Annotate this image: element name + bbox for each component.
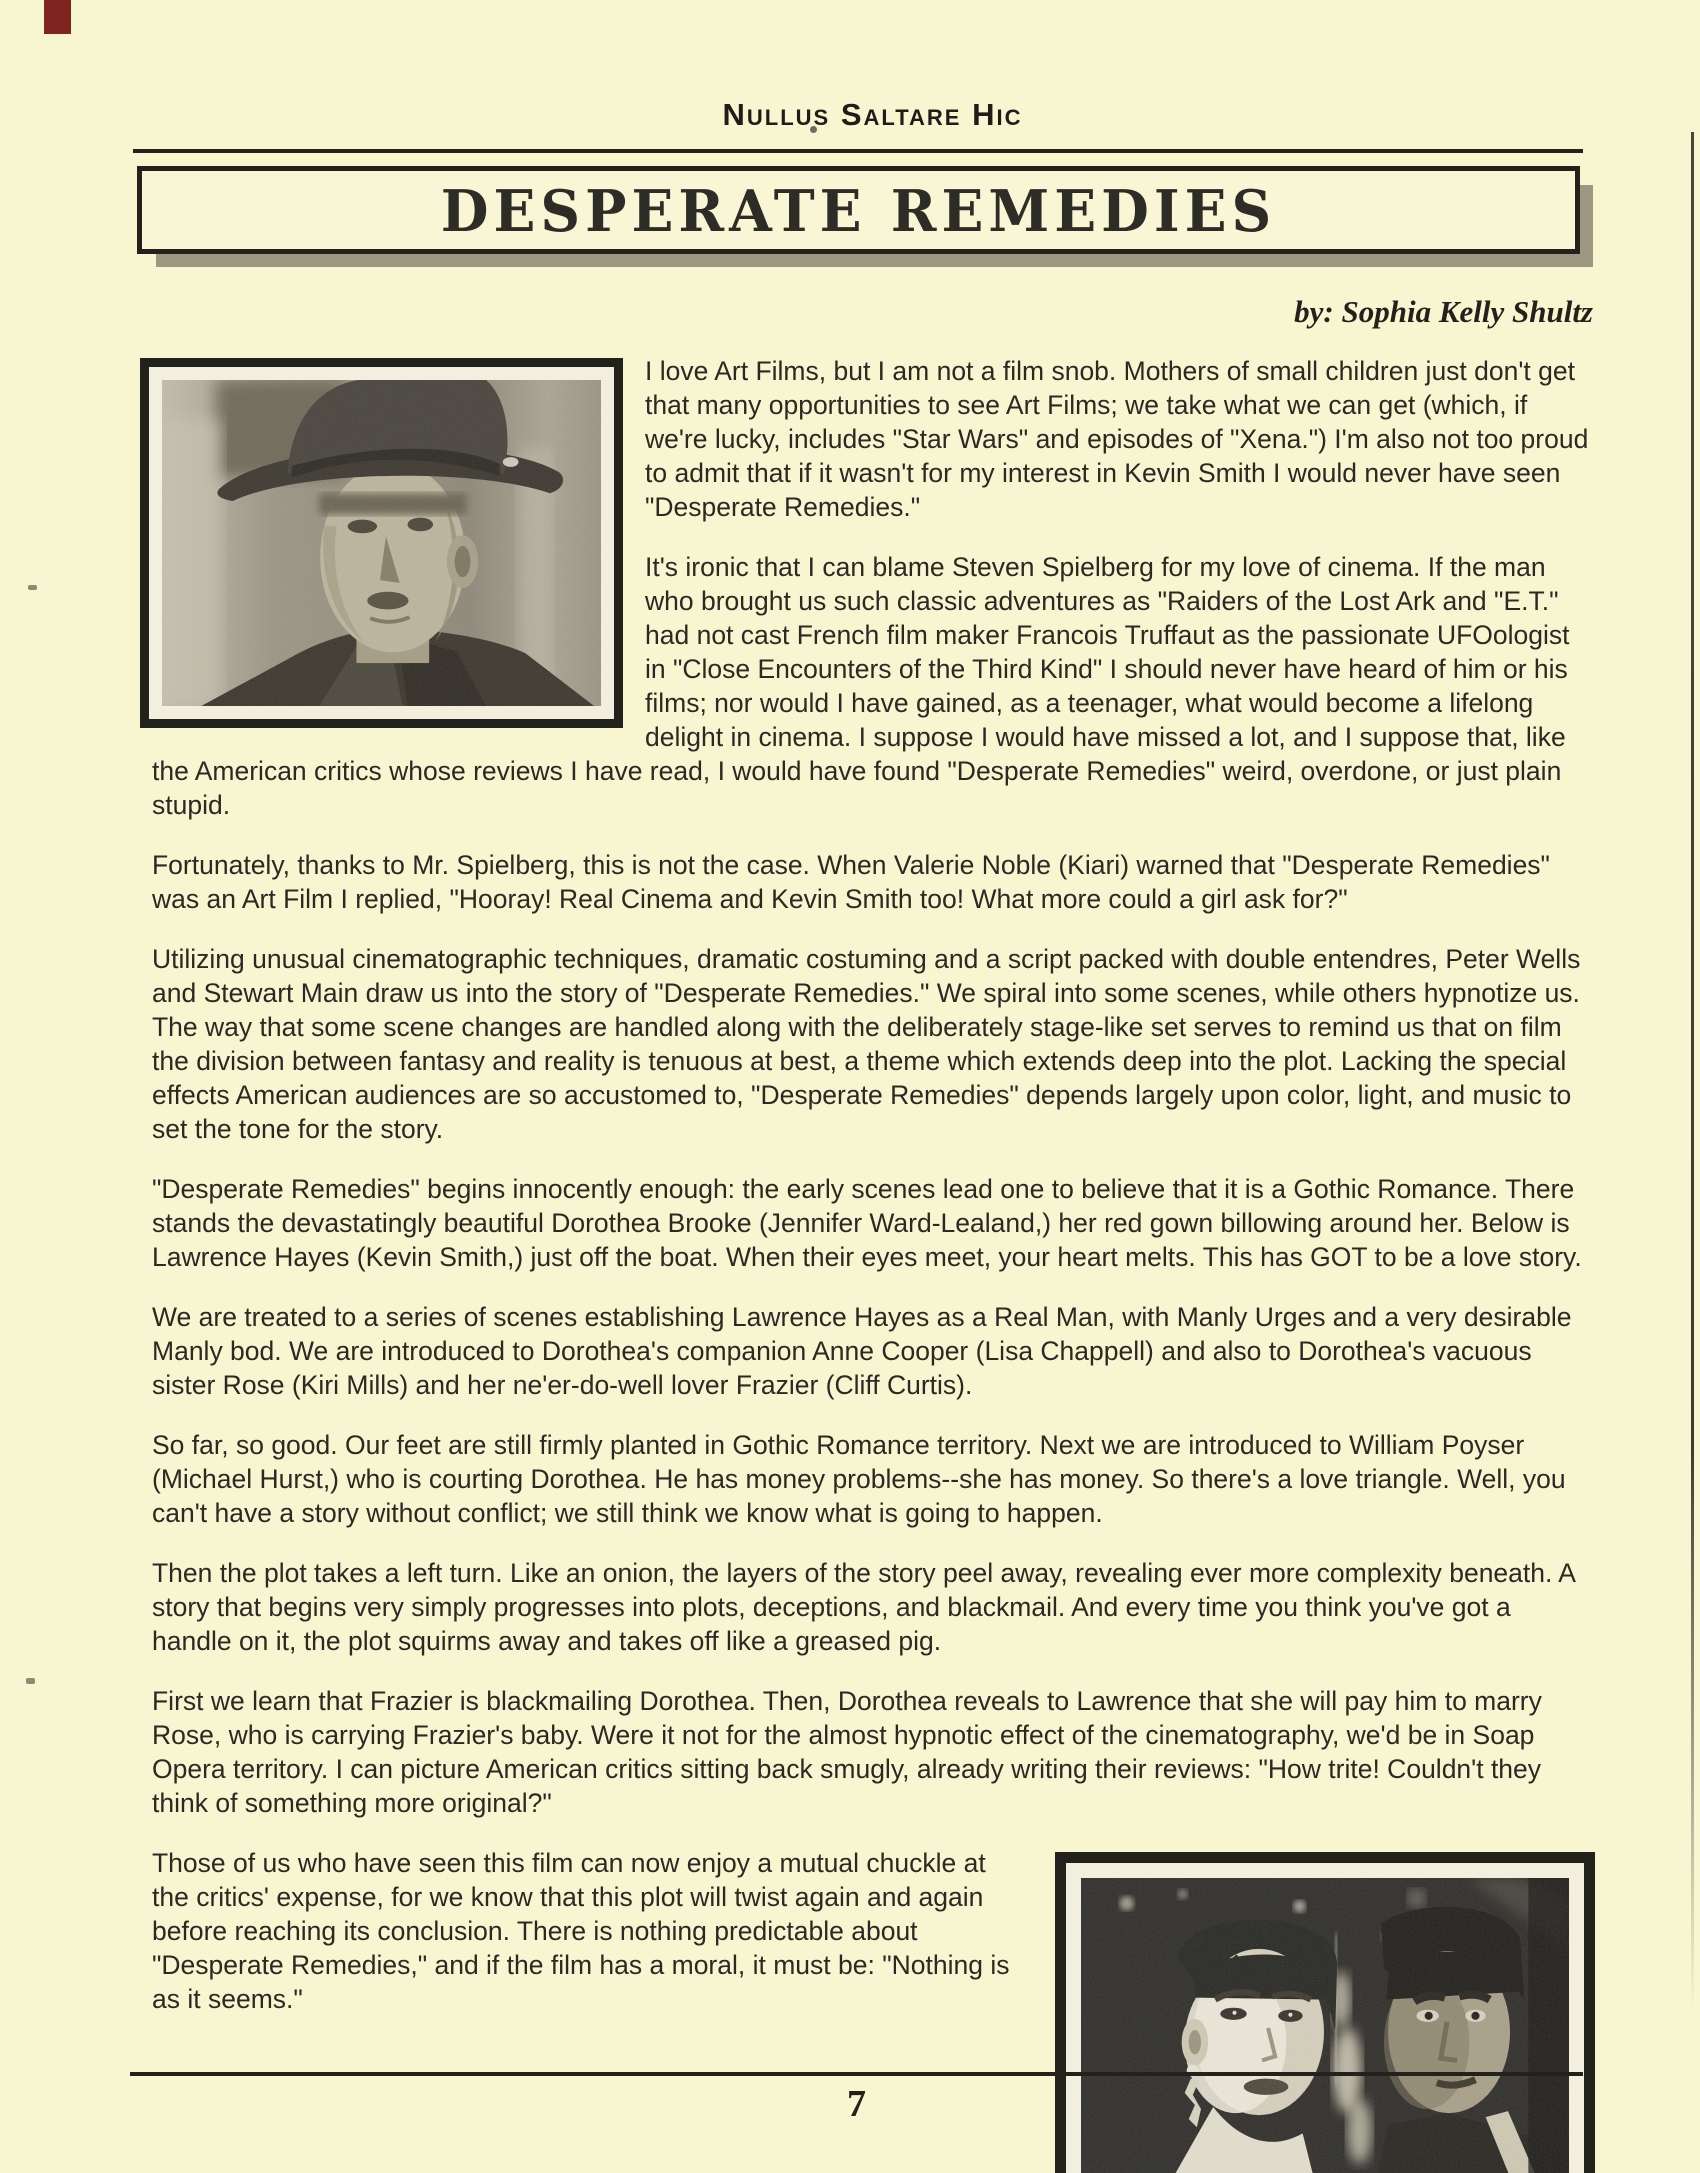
page-footer (130, 2072, 1583, 2126)
paragraph: We are treated to a series of scenes establishing Lawrence Hayes as a Real Man, with Manly Urges and a very desirable Manly bod. We are introduced to Dorothea's companion Anne Cooper (Lisa Chappell) and also to Dorothea's vacuous sister Rose (Kiri Mills) and her ne'er-do-well lover Frazier (Cliff Curtis). (152, 1302, 1572, 1400)
article-title: DESPERATE REMEDIES (440, 176, 1277, 244)
footer-divider (130, 2072, 1583, 2076)
zine-title: Nullus Saltare Hic (722, 97, 1023, 132)
paragraph: "Desperate Remedies" begins innocently enough: the early scenes lead one to believe that it is a Gothic Romance. There stands the devastatingly beautiful Dorothea Brooke (Jennifer Ward-Lealand,) her red gown billowing around her. Below is Lawrence Hayes (Kevin Smith,) just off the boat. When their eyes meet, your heart melts. This has GOT to be a love story. (152, 1174, 1582, 1272)
paragraph: So far, so good. Our feet are still firmly planted in Gothic Romance territory. Next we are introduced to William Poyser (Michael Hurst,) who is courting Dorothea. He has money problems--she has money. So there's a love triangle. Well, you can't have a story without conflict; we still think we know what is going to happen. (152, 1430, 1566, 1528)
paragraph: I love Art Films, but I am not a film snob. Mothers of small children just don't get that many opportunities to see Art Films; we take what we can get (which, if we're lucky, includes "Star Wars" and episodes of "Xena.") I'm also not too proud to admit that if it wasn't for my interest in Kevin Smith I would never have seen "Desperate Remedies." (645, 356, 1589, 522)
paragraph: It's ironic that I can blame Steven Spielberg for my love of cinema. If the man who brought us such classic adventures as "Raiders of the Lost Ark and "E.T." had not cast French film maker Francois Truffaut as the passionate UFOologist in "Close Encounters of the Third Kind" I should never have heard of him or his films; nor would I have gained, as a teenager, what would become a lifelong delight in cinema. I suppose I would have missed a lot, and I suppose that, like the American critics whose reviews I have read, I would have found "Desperate Remedies" weird, overdone, or just plain stupid. (152, 552, 1570, 820)
byline: by: Sophia Kelly Shultz (1294, 294, 1593, 329)
film-still-man-in-hat-illustration (162, 380, 601, 706)
page-number: 7 (847, 2083, 866, 2125)
paragraph: First we learn that Frazier is blackmailing Dorothea. Then, Dorothea reveals to Lawrence that she will pay him to marry Rose, who is carrying Frazier's baby. Were it not for the almost hypnotic effect of the cinematography, we'd be in Soap Opera territory. I can picture American critics sitting back smugly, already writing their reviews: "How trite! Couldn't they think of something more original?" (152, 1686, 1542, 1818)
photo-man-in-hat (140, 358, 623, 728)
paragraph: Fortunately, thanks to Mr. Spielberg, this is not the case. When Valerie Noble (Kiari) warned that "Desperate Remedies" was an Art Film I replied, "Hooray! Real Cinema and Kevin Smith too! What more could a girl ask for?" (152, 850, 1550, 914)
article-body (152, 354, 1593, 2173)
film-still-couple-illustration (1081, 1878, 1569, 2173)
paragraph: Then the plot takes a left turn. Like an onion, the layers of the story peel away, revealing ever more complexity beneath. A story that begins very simply progresses into plots, deceptions, and blackmail. And every time you think you've got a handle on it, the plot squirms away and takes off like a greased pig. (152, 1558, 1575, 1656)
paragraph: Those of us who have seen this film can now enjoy a mutual chuckle at the critics' expense, for we know that this plot will twist again and again before reaching its conclusion. There is nothing predictable about "Desperate Remedies," and if the film has a moral, it must be: "Nothing is as it seems." (152, 1848, 1010, 2014)
paragraph: Utilizing unusual cinematographic techniques, dramatic costuming and a script packed with double entendres, Peter Wells and Stewart Main draw us into the story of "Desperate Remedies." We spiral into some scenes, while others hypnotize us. The way that some scene changes are handled along with the deliberately stage-like set serves to remind us that on film the division between fantasy and reality is tenuous at best, a theme which extends deep into the plot. Lacking the special effects American audiences are so accustomed to, "Desperate Remedies" depends largely upon color, light, and music to set the tone for the story. (152, 944, 1581, 1144)
article-section-top (152, 354, 1593, 848)
article-title-box (137, 166, 1580, 254)
header-divider (133, 149, 1583, 153)
